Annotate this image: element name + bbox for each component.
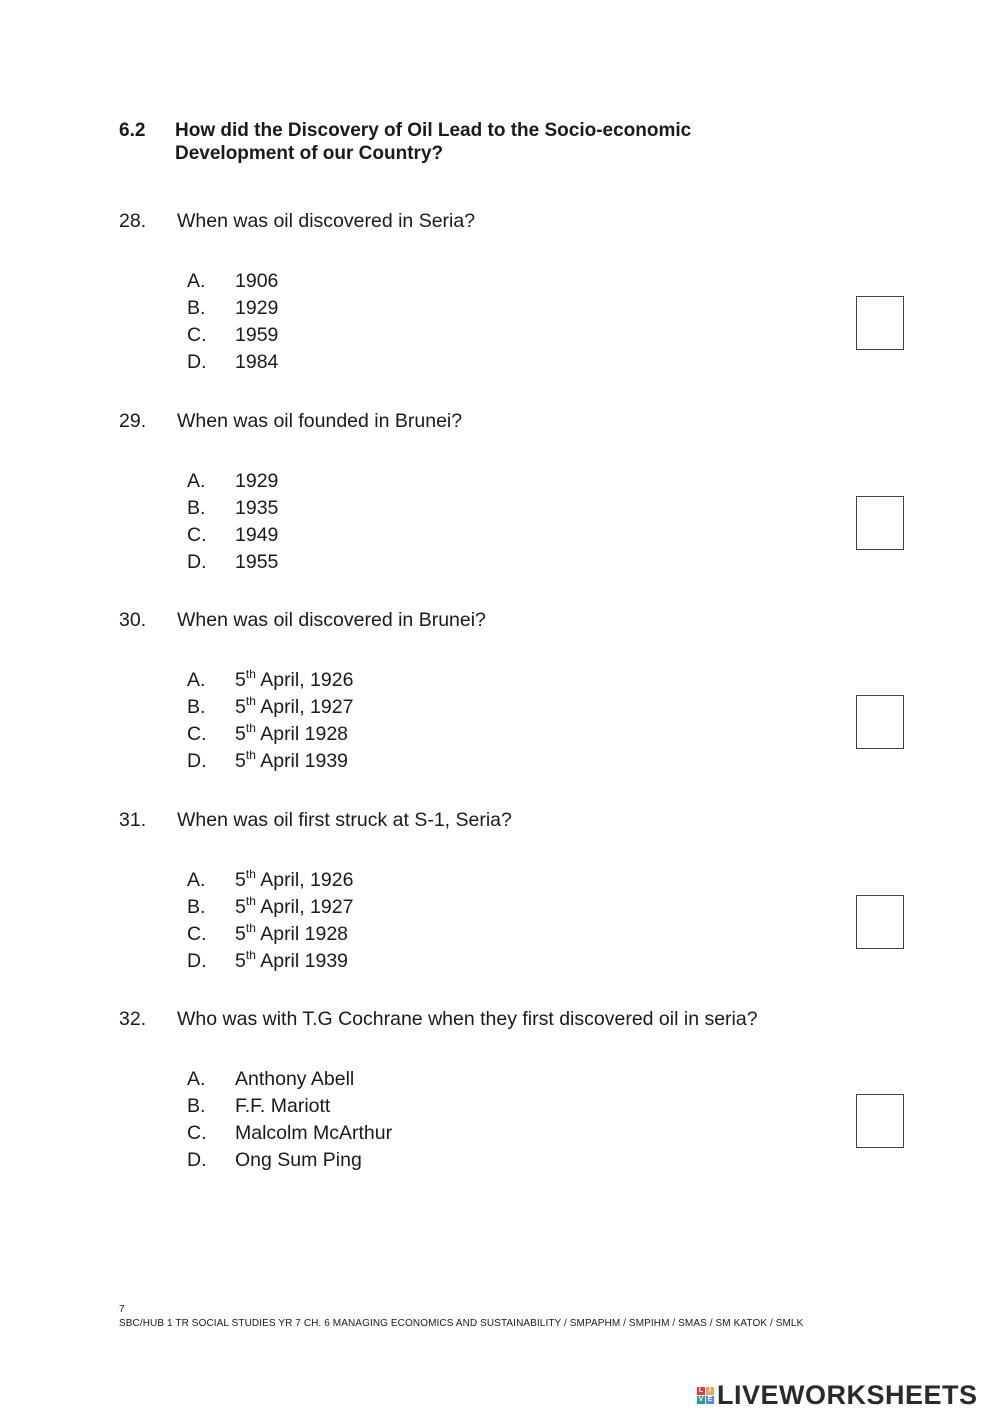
section-title-line-1: How did the Discovery of Oil Lead to the Socio-economic (175, 120, 692, 141)
option-day: 5 (235, 750, 246, 772)
option-text: 1929 (235, 470, 279, 492)
option-letter: C. (187, 723, 207, 745)
option-letter: D. (187, 750, 207, 772)
option-letter: C. (187, 1122, 207, 1144)
option-letter: A. (187, 669, 206, 691)
option-letter: B. (187, 896, 206, 918)
option-text (235, 669, 353, 692)
question-number: 30. (119, 609, 147, 631)
option-ordinal-suffix: th (245, 948, 256, 962)
option-letter: B. (187, 297, 206, 319)
option-day: 5 (235, 669, 246, 691)
option-text (235, 869, 353, 892)
section-title-line-2: Development of our Country? (175, 143, 444, 164)
option-ordinal-suffix: th (245, 721, 256, 735)
option-date-rest: April, 1926 (255, 869, 354, 891)
option-letter: A. (187, 869, 206, 891)
option-ordinal-suffix: th (245, 867, 256, 881)
option-text (235, 950, 348, 973)
option-ordinal-suffix: th (245, 748, 256, 762)
answer-box[interactable] (856, 1094, 904, 1148)
option-date-rest: April, 1927 (255, 696, 354, 718)
option-text: F.F. Mariott (235, 1095, 331, 1117)
option-text (235, 923, 348, 946)
option-text (235, 696, 353, 719)
option-text: Ong Sum Ping (235, 1149, 362, 1171)
section-number: 6.2 (119, 120, 146, 141)
option-date-rest: April 1928 (255, 923, 349, 945)
option-letter: C. (187, 324, 207, 346)
option-letter: B. (187, 696, 206, 718)
option-day: 5 (235, 950, 246, 972)
logo-mark-letter: V (698, 1396, 704, 1403)
option-text: 1906 (235, 270, 279, 292)
option-date-rest: April, 1926 (255, 669, 354, 691)
option-text: 1955 (235, 551, 279, 573)
option-ordinal-suffix: th (245, 667, 256, 681)
logo-mark-letter: E (707, 1396, 713, 1403)
logo-mark-letter: I (706, 1387, 714, 1395)
option-letter: B. (187, 497, 206, 519)
question-text: When was oil discovered in Seria? (177, 210, 476, 232)
option-text (235, 896, 353, 919)
question-number: 32. (119, 1008, 147, 1030)
question-text: When was oil founded in Brunei? (177, 410, 463, 432)
option-date-rest: April 1939 (255, 750, 349, 772)
option-text (235, 723, 348, 746)
question-number: 28. (119, 210, 147, 232)
option-day: 5 (235, 869, 246, 891)
answer-box[interactable] (856, 895, 904, 949)
option-letter: C. (187, 524, 207, 546)
footer-line: SBC/HUB 1 TR SOCIAL STUDIES YR 7 CH. 6 MANAGING ECONOMICS AND SUSTAINABILITY / SMPAPHM / SMPIHM / SMAS / SM KATOK / SMLK (119, 1318, 804, 1329)
liveworksheets-logo (697, 1380, 978, 1411)
option-date-rest: April 1928 (255, 723, 349, 745)
page-number: 7 (119, 1304, 125, 1315)
question-text: When was oil first struck at S-1, Seria? (177, 809, 512, 831)
question-text: When was oil discovered in Brunei? (177, 609, 486, 631)
option-date-rest: April 1939 (255, 950, 349, 972)
option-text: 1959 (235, 324, 279, 346)
section-title (175, 119, 775, 165)
logo-mark-icon (697, 1387, 714, 1404)
option-letter: D. (187, 950, 207, 972)
option-ordinal-suffix: th (245, 921, 256, 935)
question-number: 29. (119, 410, 147, 432)
option-ordinal-suffix: th (245, 694, 256, 708)
option-text: 1949 (235, 524, 279, 546)
option-text: Malcolm McArthur (235, 1122, 393, 1144)
question-text: Who was with T.G Cochrane when they first discovered oil in seria? (177, 1008, 758, 1030)
option-day: 5 (235, 696, 246, 718)
option-letter: D. (187, 351, 207, 373)
option-letter: D. (187, 551, 207, 573)
option-letter: D. (187, 1149, 207, 1171)
option-text: 1929 (235, 297, 279, 319)
option-day: 5 (235, 723, 246, 745)
logo-text: LIVEWORKSHEETS (717, 1380, 978, 1410)
answer-box[interactable] (856, 296, 904, 350)
option-letter: B. (187, 1095, 206, 1117)
logo-mark-letter: L (698, 1387, 704, 1394)
option-text: 1984 (235, 351, 279, 373)
answer-box[interactable] (856, 496, 904, 550)
option-letter: A. (187, 1068, 206, 1090)
option-letter: A. (187, 470, 206, 492)
option-letter: C. (187, 923, 207, 945)
option-text (235, 750, 348, 773)
page-footer (119, 1303, 803, 1331)
option-text: 1935 (235, 497, 279, 519)
option-day: 5 (235, 923, 246, 945)
question-number: 31. (119, 809, 147, 831)
option-ordinal-suffix: th (245, 894, 256, 908)
option-letter: A. (187, 270, 206, 292)
option-day: 5 (235, 896, 246, 918)
option-text: Anthony Abell (235, 1068, 355, 1090)
answer-box[interactable] (856, 695, 904, 749)
option-date-rest: April, 1927 (255, 896, 354, 918)
